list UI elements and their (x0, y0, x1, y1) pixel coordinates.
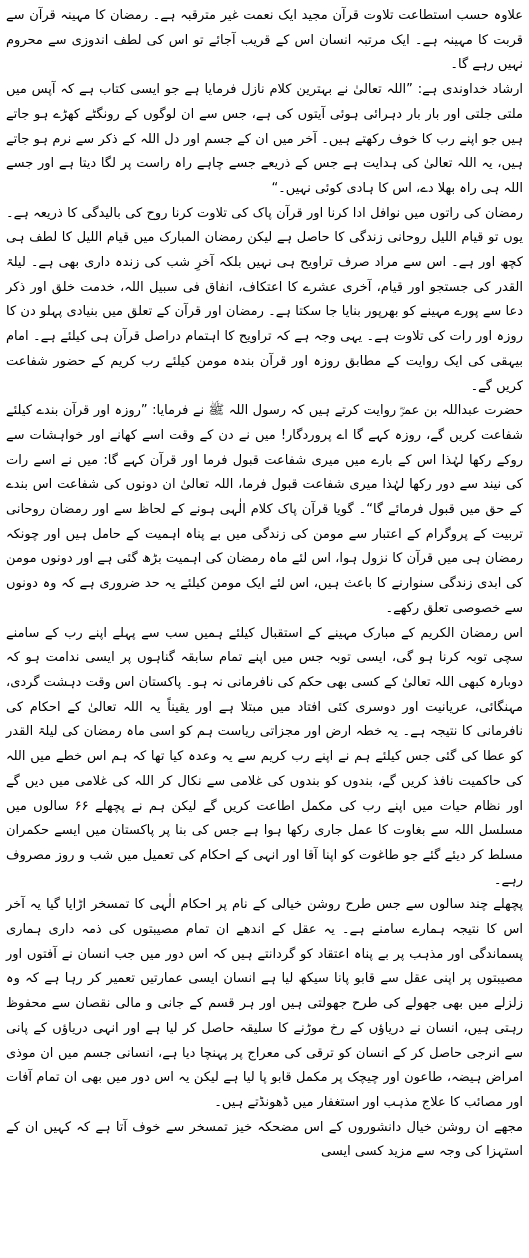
paragraph-ramadan-intro: علاوہ حسب استطاعت تلاوت قرآن مجید ایک نعمت غیر مترقبہ ہے۔ رمضان کا مہینہ قرآن سے قربت کا مہینہ ہے۔ ایک مرتبہ انسان اس کے قریب آجائے تو اس کی لطف اندوزی سے محروم نہیں رہے گا۔ (6, 8, 523, 73)
paragraph-hadith-intercession: حضرت عبداللہ بن عمرؓ روایت کرتے ہیں کہ رسول اللہ ﷺ نے فرمایا: ”روزہ اور قرآن بندے کیلئے شفاعت کریں گے، روزہ کہے گا اے پروردگار! میں نے دن کے وقت اسے کھانے اور خواہشات سے روکے رکھا لہٰذا اس کے بارے میں میری شفاعت قبول فرما اور قرآن کہے گا: میں نے اسے رات کی نیند سے دور رکھا لہٰذا میری شفاعت قبول فرما، اللہ تعالیٰ ان دونوں کی شفاعت اس بندے کے حق میں قبول فرمائے گا“۔ گویا قرآن پاک کلام الٰہی ہونے کے لحاظ سے اور رمضان روحانی تربیت کے پروگرام کے اعتبار سے مومن کی زندگی میں بے پناہ اہمیت کے حامل ہیں اور چونکہ رمضان ہی میں قرآن کا نزول ہوا، اس لئے ماہ رمضان کی اہمیت بڑھ گئی ہے اور دونوں مومن کی ابدی زندگی سنوارنے کا باعث ہیں، اس لئے ایک مومن کیلئے یہ حد ضروری ہے کہ وہ دونوں سے خصوصی تعلق رکھے۔ (6, 403, 523, 616)
paragraph-closing: مجھے ان روشن خیال دانشوروں کے اس مضحکہ خیز تمسخر سے خوف آتا ہے کہ کہیں ان کے استہزا کی وجہ سے مزید کسی ایسی (6, 1119, 523, 1160)
paragraph-quran-verse: ارشاد خداوندی ہے: ”اللہ تعالیٰ نے بہترین کلام نازل فرمایا ہے جو ایسی کتاب ہے کہ آپس میں ملتی جلتی اور بار بار دہرائی ہوئی آیتوں کی ہے، جس سے ان لوگوں کے رونگٹے کھڑے ہو جاتے ہیں جو اپنے رب کا خوف رکھتے ہیں۔ آخر میں ان کے جسم اور دل اللہ کے ذکر سے نرم ہو جاتے ہیں، یہ اللہ تعالیٰ کی ہدایت ہے جس کے ذریعے جسے چاہے راہ راست پر لگا دیتا ہے اور جسے اللہ ہی راہ بھلا دے، اس کا ہادی کوئی نہیں۔“ (6, 82, 523, 196)
paragraph-repentance-pakistan: اس رمضان الکریم کے مبارک مہینے کے استقبال کیلئے ہمیں سب سے پہلے اپنے رب کے سامنے سچی توبہ کرنا ہو گی، ایسی توبہ جس میں اپنے تمام سابقہ گناہوں پر ایسی ندامت ہو کہ دوبارہ کبھی اللہ تعالیٰ کے کسی بھی حکم کی نافرمانی نہ ہو۔ پاکستان اس وقت دہشت گردی، مہنگائی، عریانیت اور دوسری کئی افتاد میں مبتلا ہے اور یقیناً یہ اللہ تعالیٰ کے احکام کی نافرمانی کا نتیجہ ہے۔ یہ خطہ ارض اور مجزاتی ریاست ہم کو اسی ماہ رمضان کی لیلۃ القدر کو عطا کی گئی جس کیلئے ہم نے اپنے رب کریم سے یہ وعدہ کیا تھا کہ ہم اس خطے میں اللہ کی حاکمیت نافذ کریں گے، بندوں کو بندوں کی غلامی سے نکال کر اللہ کی غلامی میں دیں گے اور نظام حیات میں اپنے رب کی مکمل اطاعت کریں گے لیکن ہم نے پچھلے ۶۶ سالوں میں مسلسل اللہ سے بغاوت کا عمل جاری رکھا ہوا ہے جس کی بنا پر پاکستان میں ایسے حکمران مسلط کر دیئے گئے جو طاغوت کو اپنا آقا اور انہی کے احکام کی تعمیل میں شب و روز مصروف رہے۔ (6, 625, 523, 888)
paragraph-enlightenment-critique: پچھلے چند سالوں سے جس طرح روشن خیالی کے نام پر احکام الٰہی کا تمسخر اڑایا گیا یہ آخر اس کا نتیجہ ہمارے سامنے ہے۔ یہ عقل کے اندھے ان تمام مصیبتوں کی ذمہ داری ہماری پسماندگی اور مذہب پر بے پناہ اعتقاد کو گردانتے ہیں کہ اس دور میں جب انسان نے آفتوں اور مصیبتوں پر اپنی عقل سے قابو پانا سیکھ لیا ہے انسان ایسی عمارتیں تعمیر کر رہا ہے کہ وہ زلزلے میں بھی جھولے کی طرح جھولتی ہیں اور ہر قسم کے جانی و مالی نقصان سے محفوظ رہتی ہیں، انسان نے دریاؤں کے رخ موڑنے کا سلیقہ حاصل کر لیا ہے اور انہی دریاؤں کے پانی سے انرجی حاصل کر کے انسان کو ترقی کی معراج پر پہنچا دیا ہے، انسانی جسم میں ان موذی امراض ہیضہ، طاعون اور چیچک پر مکمل قابو پا لیا ہے لیکن یہ اس دور میں بھی ان تمام آفات اور مصائب کا علاج مذہب اور استغفار میں ڈھونڈتے ہیں۔ (6, 897, 523, 1110)
paragraph-night-prayers: رمضان کی راتوں میں نوافل ادا کرنا اور قرآن پاک کی تلاوت کرنا روح کی بالیدگی کا ذریعہ ہے۔ یوں تو قیام اللیل روحانی زندگی کا حاصل ہے لیکن رمضان المبارک میں قیام اللیل کا لطف ہی کچھ اور ہے۔ اس سے مراد صرف تراویح ہی نہیں بلکہ آخرِ شب کی زندہ داری بھی ہے۔ لیلۃ القدر کی جستجو اور قیام، آخری عشرے کا اعتکاف، انفاق فی سبیل اللہ، خدمت خلق اور ذکر دعا سے پورے مہینے کو بھرپور بنایا جا سکتا ہے۔ رمضان اور قرآن کے تعلق میں بنیادی پہلو دن کا روزہ اور رات کی تلاوت ہے۔ یہی وجہ ہے کہ تراویح کا اہتمام دراصل قرآن ہی کیلئے ہے۔ امام بیہقی کی ایک روایت کے مطابق روزہ اور قرآن بندہ مومن کیلئے رب کریم کے حضور شفاعت کریں گے۔ (6, 205, 523, 394)
